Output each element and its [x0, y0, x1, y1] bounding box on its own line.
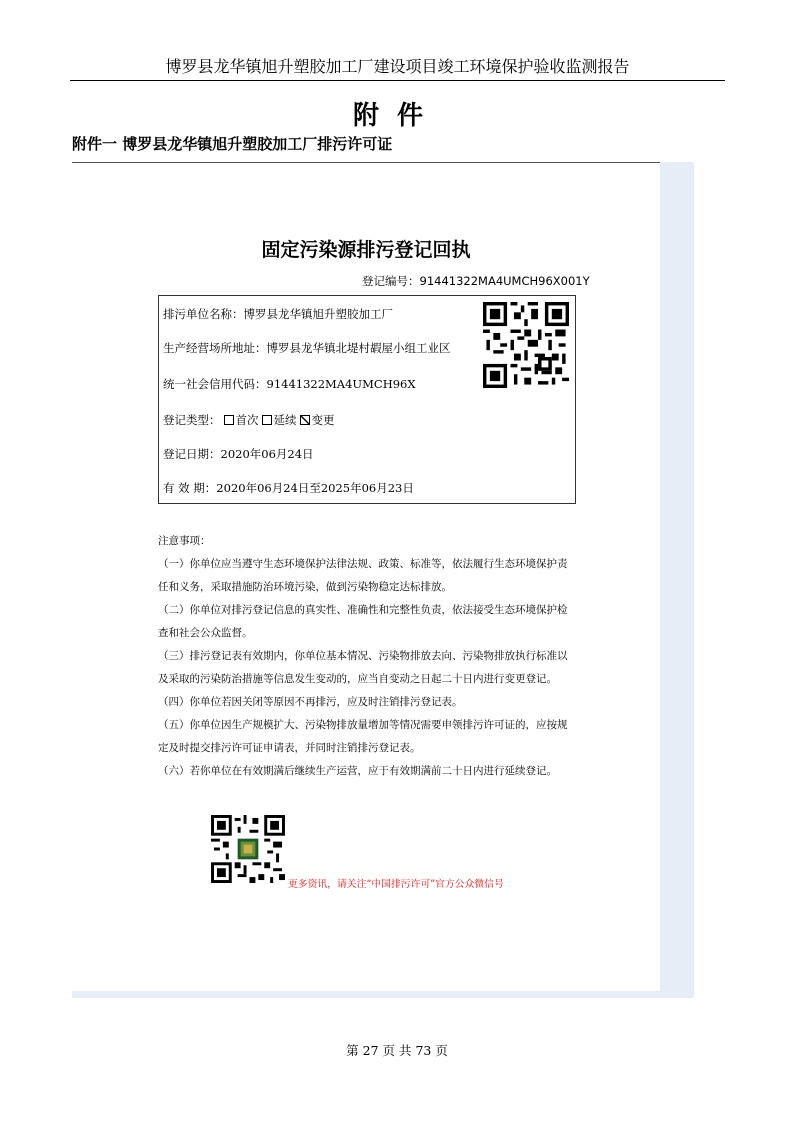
registration-number: 登记编号：91441322MA4UMCH96X001Y: [362, 274, 590, 288]
registration-type: [163, 412, 335, 428]
checkbox-change-checked-icon: [300, 415, 310, 425]
registration-type-label: 登记类型：: [163, 413, 221, 427]
page-number: 第 27 页 共 73 页: [346, 1043, 448, 1058]
checkbox-renew-icon: [262, 415, 272, 425]
note-line: （四）你单位若因关闭等原因不再排污，应及时注销排污登记表。: [158, 696, 463, 708]
note-line: （二）你单位对排污登记信息的真实性、准确性和完整性负责，依法接受生态环境保护检: [158, 604, 568, 616]
note-line: （五）你单位因生产规模扩大、污染物排放量增加等情况需要申领排污许可证的，应按规: [158, 719, 568, 731]
checkbox-first-icon: [224, 415, 234, 425]
note-line: （六）若你单位在有效期满后继续生产运营，应于有效期满前二十日内进行延续登记。: [158, 765, 557, 777]
type-first: 首次: [235, 413, 259, 427]
note-line: （一）你单位应当遵守生态环境保护法律法规、政策、标准等，依法履行生态环境保护责: [158, 558, 568, 570]
info-box: [158, 295, 576, 504]
business-address: 生产经营场所地址：博罗县龙华镇北堤村嘏屋小组工业区: [163, 341, 451, 355]
appendix-subtitle: 附件一 博罗县龙华镇旭升塑胶加工厂排污许可证: [72, 135, 393, 153]
notes-title: 注意事项：: [158, 535, 211, 547]
note-line: （三）排污登记表有效期内，你单位基本情况、污染物排放去向、污染物排放执行标准以: [158, 650, 568, 662]
unit-name: 排污单位名称：博罗县龙华镇旭升塑胶加工厂: [163, 307, 393, 321]
note-line: 任和义务，采取措施防治环境污染，做到污染物稳定达标排放。: [158, 581, 452, 593]
type-change: 变更: [311, 413, 335, 427]
promo-text: 更多资讯，请关注“中国排污许可”官方公众微信号: [288, 879, 504, 890]
validity-period: 有 效 期：2020年06月24日至2025年06月23日: [163, 481, 414, 495]
note-line: 查和社会公众监督。: [158, 627, 253, 639]
page-header: 博罗县龙华镇旭升塑胶加工厂建设项目竣工环境保护验收监测报告: [70, 56, 725, 81]
scanned-receipt: [72, 162, 660, 991]
receipt-title: 固定污染源排污登记回执: [261, 239, 471, 261]
type-renew: 延续: [273, 413, 297, 427]
note-line: 及采取的污染防治措施等信息发生变动的，应当自变动之日起二十日内进行变更登记。: [158, 673, 557, 685]
registration-date: 登记日期：2020年06月24日: [163, 447, 314, 461]
qr-code-icon: [483, 302, 569, 388]
credit-code: 统一社会信用代码：91441322MA4UMCH96X: [163, 377, 416, 391]
note-line: 定及时提交排污许可证申请表，并同时注销排污登记表。: [158, 742, 421, 754]
appendix-title: 附件: [352, 101, 441, 131]
wechat-qr-code-icon: [211, 815, 285, 883]
